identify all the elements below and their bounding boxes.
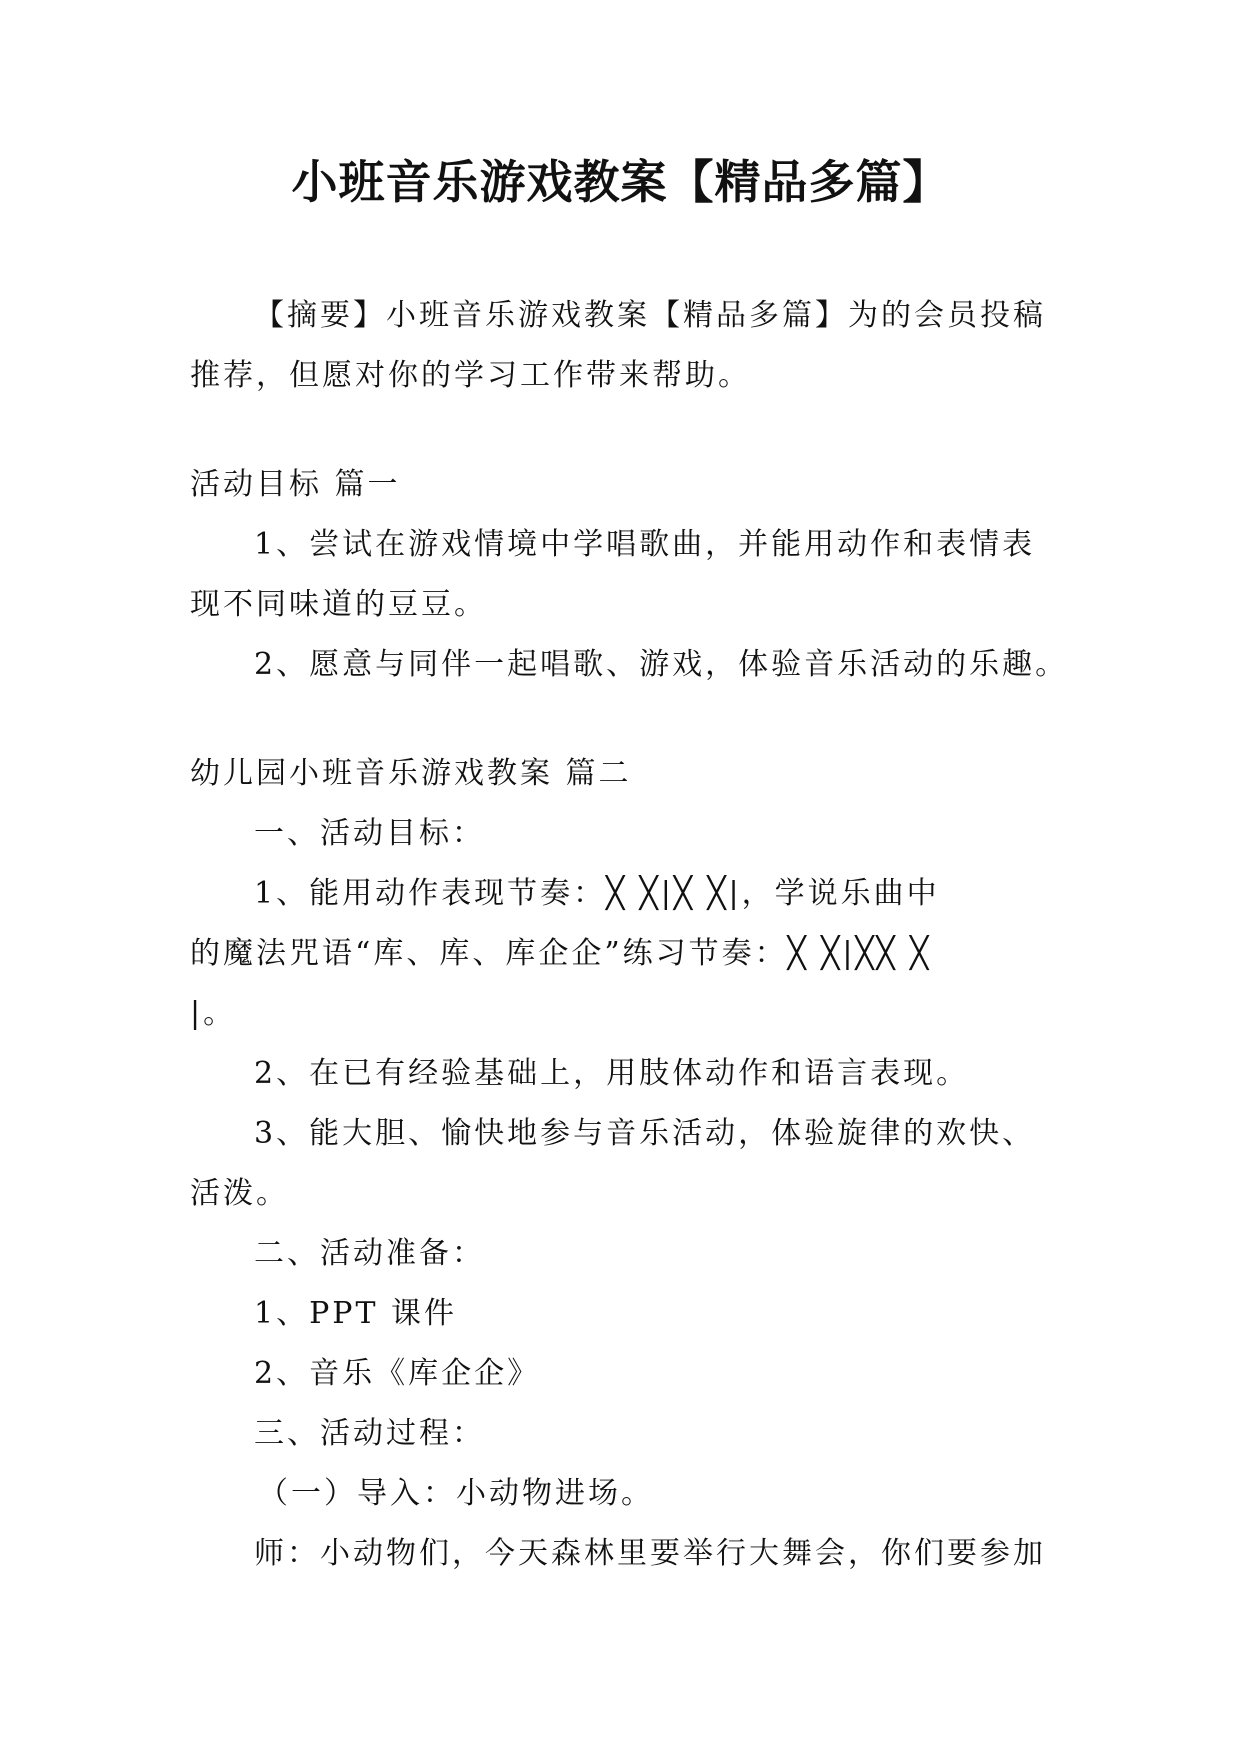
section1-heading: 活动目标 篇一 [190, 467, 401, 502]
paragraph-gap [190, 695, 1070, 744]
goal2: 2、在已有经验基础上，用肢体动作和语言表现。 [254, 1056, 970, 1091]
teacher-line: 师：小动物们，今天森林里要举行大舞会，你们要参加 [254, 1536, 1046, 1571]
section1-item1-line1: 1、尝试在游戏情境中学唱歌曲，并能用动作和表情表 [254, 527, 1036, 562]
abstract-line-1: 【摘要】小班音乐游戏教案【精品多篇】为的会员投稿 [254, 298, 1046, 333]
process-heading: 三、活动过程： [254, 1416, 485, 1451]
goal1-line3: |。 [190, 996, 237, 1031]
prep-item-2: 2、音乐《库企企》 [254, 1356, 541, 1391]
prep-item-1: 1、PPT 课件 [254, 1296, 458, 1331]
goal3-line1: 3、能大胆、愉快地参与音乐活动，体验旋律的欢快、 [254, 1116, 1036, 1151]
prep-heading: 二、活动准备： [254, 1236, 485, 1271]
abstract-line-2: 推荐，但愿对你的学习工作带来帮助。 [190, 358, 751, 393]
document-title: 小班音乐游戏教案【精品多篇】 [291, 155, 950, 209]
section1-item1-line2: 现不同味道的豆豆。 [190, 587, 487, 622]
paragraph-gap [190, 406, 1070, 455]
section1-item2: 2、愿意与同伴一起唱歌、游戏，体验音乐活动的乐趣。 [254, 647, 1069, 682]
goal3-line2: 活泼。 [190, 1176, 289, 1211]
document-body [190, 286, 1070, 1584]
goal1-line1: 1、能用动作表现节奏：╳ ╳|╳ ╳|，学说乐曲中 [254, 876, 940, 911]
section2-heading: 幼儿园小班音乐游戏教案 篇二 [190, 756, 632, 791]
goal1-line2: 的魔法咒语“库、库、库企企”练习节奏：╳ ╳|╳╳ ╳ [190, 936, 932, 971]
process-step-1: （一）导入：小动物进场。 [258, 1476, 654, 1511]
goals-heading: 一、活动目标： [254, 816, 485, 851]
